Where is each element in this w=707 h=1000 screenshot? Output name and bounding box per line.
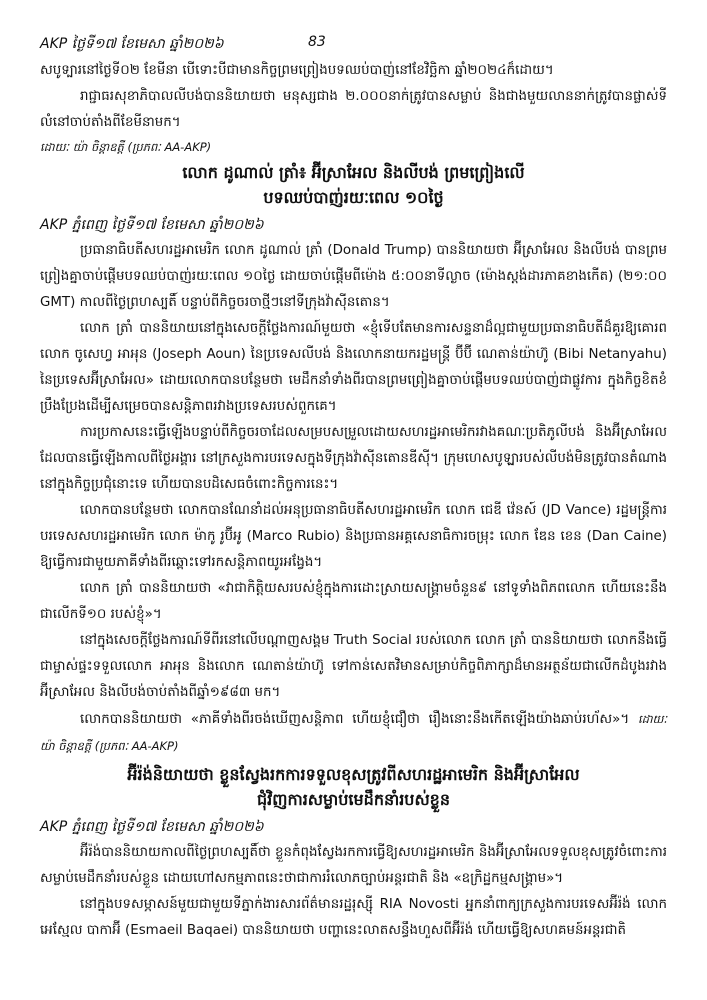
article2-headline-line1: អ៊ីរ៉ង់និយាយថា ខ្លួនស្វែងរកការទទួលខុសត្រូវពីសហរដ្ឋអាមេរិក និងអ៊ីស្រាអែល [127, 765, 580, 784]
article1-headline-line2: បទឈប់បាញ់រយៈពេល ១០ថ្ងៃ [263, 188, 444, 207]
article1-paragraph-1: ប្រធានាធិបតីសហរដ្ឋអាមេរិក លោក ដូណាល់ ត្រាំ (Donald Trump) បាននិយាយថា អ៊ីស្រាអែល និងលីបង់ បានព្រមព្រៀងគ្នាចាប់ផ្តើមបទឈប់បាញ់រយៈពេល ១០ថ្ងៃ ដោយចាប់ផ្តើមពីម៉ោង ៥:០០នាទីល្ងាច (ម៉ោងស្តង់ដារភាគខាងកើត) (២១:០០ GMT) កាលពីថ្ងៃព្រហស្បតិ៍ បន្ទាប់ពីកិច្ចចរចាថ្មីៗនៅទីក្រុងវ៉ាស៊ីនតោន។ [40, 243, 667, 310]
article1-paragraph-2: លោក ត្រាំ បាននិយាយនៅក្នុងសេចក្តីថ្លែងការណ៍មួយថា «ខ្ញុំទើបតែមានការសន្ទនាដ៏ល្អជាមួយប្រធានាធិបតីដ៏គួរឱ្យគោរព លោក ចូសេហ្វ អាអុន (Joseph Aoun) នៃប្រទេសលីបង់ និងលោកនាយករដ្ឋមន្ត្រី ប៊ីប៊ី ណេតាន់យ៉ាហ៊ូ (Bibi Netanyahu) នៃប្រទេសអ៊ីស្រាអែល» ដោយលោកបានបន្ថែមថា មេដឹកនាំទាំងពីរបានព្រមព្រៀងគ្នាចាប់ផ្តើមបទឈប់បាញ់ជាផ្លូវការ ក្នុងកិច្ចខិតខំប្រឹងប្រែងដើម្បីសម្រេចបានសន្តិភាពរវាងប្រទេសរបស់ពួកគេ។ [40, 321, 667, 414]
article2-headline-line2: ជុំវិញការសម្លាប់មេដឹកនាំរបស់ខ្លួន [257, 790, 450, 809]
article2-headline [40, 762, 667, 812]
page-number: 83 [308, 34, 326, 50]
article1-closing-paragraph [40, 706, 667, 760]
article1-closing-text: លោកបាននិយាយថា «ភាគីទាំងពីរចង់ឃើញសន្តិភាព ហើយខ្ញុំជឿថា រឿងនោះនឹងកើតឡើងយ៉ាងឆាប់រហ័ស»។ [80, 712, 630, 727]
article1-paragraph-4: លោកបានបន្ថែមថា លោកបានណែនាំដល់អនុប្រធានាធិបតីសហរដ្ឋអាមេរិក លោក ជេឌី វ៉េនស៍ (JD Vance) រដ្ឋមន្ត្រីការបរទេសសហរដ្ឋអាមេរិក លោក ម៉ាកូ រូប៊ីអូ (Marco Rubio) និងប្រធានអគ្គសេនាធិការចម្រុះ លោក ឌែន ខេន (Dan Caine) ឱ្យធ្វើការជាមួយភាគីទាំងពីរឆ្ពោះទៅរកសន្តិភាពយូរអង្វែង។ [40, 503, 667, 570]
article1-headline [40, 160, 667, 210]
running-head [40, 34, 667, 58]
article1-headline-line1: លោក ដូណាល់ ត្រាំ៖ អ៊ីស្រាអែល និងលីបង់ ព្រមព្រៀងលើ [182, 163, 525, 182]
article1-paragraph-5: លោក ត្រាំ បាននិយាយថា «វាជាកិត្តិយសរបស់ខ្ញុំក្នុងការដោះស្រាយសង្គ្រាមចំនួន៩ នៅទូទាំងពិភពលោក ហើយនេះនឹងជាលើកទី១០ របស់ខ្ញុំ»។ [40, 581, 667, 622]
continued-byline: ដោយៈ យ៉ា ចិន្តាឧត្តី (ប្រភពៈ AA-AKP) [40, 140, 212, 154]
running-head-date: AKP ថ្ងៃទី១៧ ខែមេសា ឆ្នាំ២០២៦ [40, 36, 224, 52]
article1-closing-byline: ដោយៈ យ៉ា ចិន្តាឧត្តី (ប្រភពៈ AA-AKP) [40, 712, 668, 753]
article1-paragraph-3: ការប្រកាសនេះធ្វើឡើងបន្ទាប់ពីកិច្ចចរចាដែលសម្របសម្រួលដោយសហរដ្ឋអាមេរិករវាងគណៈប្រតិភូលីបង់ និងអ៊ីស្រាអែល ដែលបានធ្វើឡើងកាលពីថ្ងៃអង្គារ នៅក្រសួងការបរទេសក្នុងទីក្រុងវ៉ាស៊ីនតោនឌីស៊ី។ ក្រុមហេសបូឡ្លារបស់លីបង់មិនត្រូវបានតំណាងនៅក្នុងកិច្ចប្រជុំនោះទេ ហើយបានបដិសេធចំពោះកិច្ចការនេះ។ [40, 425, 667, 492]
article2-paragraph-1: អ៊ីរ៉ង់បាននិយាយកាលពីថ្ងៃព្រហស្បតិ៍ថា ខ្លួនកំពុងស្វែងរកការធ្វើឱ្យសហរដ្ឋអាមេរិក និងអ៊ីស្រាអែលទទួលខុសត្រូវចំពោះការសម្លាប់មេដឹកនាំរបស់ខ្លួន ដោយហៅសកម្មភាពនេះថាជាការរំលោភច្បាប់អន្តរជាតិ និង «ឧក្រិដ្ឋកម្មសង្គ្រាម»។ [40, 845, 667, 886]
continued-paragraph-2: រាជ្ជាធរសុខាភិបាលលីបង់បាននិយាយថា មនុស្សជាង ២.០០០នាក់ត្រូវបានសម្លាប់ និងជាងមួយលាននាក់ត្រូវបានផ្លាស់ទីលំនៅចាប់តាំងពីខែមីនាមក។ [40, 89, 667, 130]
continued-paragraph-1: សបូទ្បារនៅថ្ងៃទី០២ ខែមីនា បើទោះបីជាមានកិច្ចព្រមព្រៀងបទឈប់បាញ់នៅខែវិច្ឆិកា ឆ្នាំ២០២៤ក៏ដោយ។ [40, 63, 554, 78]
article2-dateline: AKP ភ្នំពេញ ថ្ងៃទី១៧ ខែមេសា ឆ្នាំ២០២៦ [40, 819, 264, 835]
article1-paragraph-6: នៅក្នុងសេចក្តីថ្លែងការណ៍ទីពីរនៅលើបណ្តាញសង្គម Truth Social របស់លោក លោក ត្រាំ បាននិយាយថា លោកនឹងធ្វើជាម្ចាស់ផ្ទះទទួលលោក អាអុន និងលោក ណេតាន់យ៉ាហ៊ូ ទៅកាន់សេតវិមានសម្រាប់កិច្ចពិភាក្សាដ៏មានអត្ថន័យជាលើកដំបូងរវាងអ៊ីស្រាអែល និងលីបង់ចាប់តាំងពីឆ្នាំ១៩៨៣ មក។ [40, 633, 667, 700]
article2-paragraph-2: នៅក្នុងបទសម្ភាសន៍មួយជាមួយទីភ្នាក់ងារសារព័ត៌មានរដ្ឋរុស្ស៊ី RIA Novosti អ្នកនាំពាក្យក្រសួងការបរទេសអ៊ីរ៉ង់ លោក អេស្មែល បាកាអ៊ី (Esmaeil Baqaei) បាននិយាយថា បញ្ហានេះលាតសន្ធឹងហួសពីអ៊ីរ៉ង់ ហើយធ្វើឱ្យសហគមន៍អន្តរជាតិ [40, 897, 667, 938]
article1-dateline: AKP ភ្នំពេញ ថ្ងៃទី១៧ ខែមេសា ឆ្នាំ២០២៦ [40, 217, 264, 233]
